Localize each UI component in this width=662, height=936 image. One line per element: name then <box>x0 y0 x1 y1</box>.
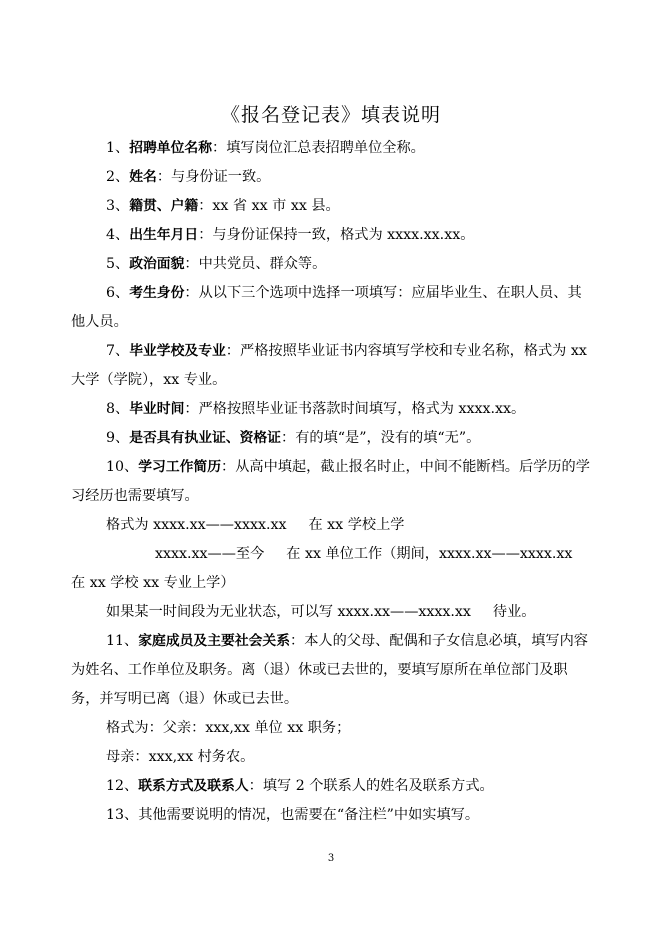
item-number: 4、 <box>106 227 130 243</box>
item-colon: ： <box>184 256 199 272</box>
resume-format-desc: 在 xx 学校上学 <box>308 517 405 533</box>
page-number: 3 <box>327 853 335 864</box>
item-label: 是否具有执业证、资格证 <box>129 430 281 446</box>
item-label: 学习工作简历 <box>138 459 222 475</box>
item-text: 中共党员、群众等。 <box>198 256 327 272</box>
item-2 <box>71 163 591 192</box>
item-13: 13、其他需要说明的情况，也需要在“备注栏”中如实填写。 <box>106 807 480 823</box>
resume-format-range: xxxx.xx——至今 <box>155 546 265 562</box>
item-text: 与身份证一致。 <box>171 169 271 185</box>
item-text: 从高中填起，截止报名时止，中间不能断档。后学历的学习经历也需要填写。 <box>71 459 590 504</box>
item-colon: ： <box>280 430 296 446</box>
item-10 <box>71 453 591 511</box>
item-3 <box>71 192 591 221</box>
item-4 <box>71 221 591 250</box>
item-11 <box>71 627 591 714</box>
item-label: 毕业时间 <box>129 401 185 417</box>
instructions-body <box>71 134 591 830</box>
item-label: 家庭成员及主要社会关系 <box>138 633 291 649</box>
item-colon: ： <box>248 778 263 794</box>
item-7 <box>71 337 591 395</box>
item-number: 10、 <box>106 459 139 475</box>
item-colon: ： <box>156 169 172 185</box>
item-label: 籍贯、户籍 <box>129 198 199 214</box>
item-label: 招聘单位名称 <box>129 140 212 156</box>
item-colon: ： <box>184 285 199 301</box>
item-number: 11、 <box>106 633 139 649</box>
item-number: 8、 <box>106 401 130 417</box>
resume-format-range: 格式为 xxxx.xx——xxxx.xx <box>106 517 287 533</box>
family-format-line-1: 格式为：父亲：xxx,xx 单位 xx 职务； <box>106 720 351 736</box>
item-colon: ： <box>198 198 213 214</box>
item-colon: ： <box>198 227 213 243</box>
item-text: 填写岗位汇总表招聘单位全称。 <box>226 140 425 156</box>
resume-format-line-2-cont: 在 xx 学校 xx 专业上学） <box>71 575 235 591</box>
item-text: 严格按照毕业证书内容填写学校和专业名称，格式为 xx 大学（学院），xx 专业。 <box>71 343 587 388</box>
item-label: 毕业学校及专业 <box>129 343 226 359</box>
item-number: 1、 <box>106 140 130 156</box>
resume-format-desc: 在 xx 单位工作（期间，xxxx.xx——xxxx.xx <box>286 546 573 562</box>
item-text: 有的填“是”，没有的填“无”。 <box>295 430 481 446</box>
item-label: 出生年月日 <box>129 227 199 243</box>
item-label: 政治面貌 <box>129 256 185 272</box>
item-colon: ： <box>184 401 199 417</box>
item-6 <box>71 279 591 337</box>
resume-format-desc: 待业。 <box>492 604 536 620</box>
item-number: 3、 <box>106 198 130 214</box>
item-label: 联系方式及联系人 <box>138 778 249 794</box>
item-5 <box>71 250 591 279</box>
resume-format-range: 如果某一时间段为无业状态，可以写 xxxx.xx——xxxx.xx <box>106 604 471 620</box>
item-text: xx 省 xx 市 xx 县。 <box>212 198 340 214</box>
item-label: 姓名 <box>129 169 157 185</box>
item-9 <box>71 424 591 453</box>
item-number: 5、 <box>106 256 130 272</box>
family-format-line-2: 母亲：xxx,xx 村务农。 <box>106 749 255 765</box>
resume-format-line-1 <box>71 511 591 540</box>
item-text: 本人的父母、配偶和子女信息必填，填写内容为姓名、工作单位及职务。离（退）休或已去世的，要填写原所在单位部门及职务，并写明已离（退）休或已去世。 <box>71 633 588 707</box>
item-colon: ： <box>212 140 227 156</box>
item-8 <box>71 395 591 424</box>
item-colon: ： <box>290 633 305 649</box>
item-number: 9、 <box>106 430 130 446</box>
item-colon: ： <box>225 343 240 359</box>
page-title: 《报名登记表》填表说明 <box>220 104 441 126</box>
item-number: 7、 <box>106 343 130 359</box>
item-text: 填写 2 个联系人的姓名及联系方式。 <box>262 778 494 794</box>
item-colon: ： <box>221 459 236 475</box>
item-number: 12、 <box>106 778 139 794</box>
item-text: 从以下三个选项中选择一项填写：应届毕业生、在职人员、其他人员。 <box>71 285 582 330</box>
item-12 <box>71 772 591 801</box>
item-1 <box>71 134 591 163</box>
item-text: 与身份证保持一致，格式为 xxxx.xx.xx。 <box>212 227 475 243</box>
item-text: 严格按照毕业证书落款时间填写，格式为 xxxx.xx。 <box>198 401 526 417</box>
item-number: 2、 <box>106 169 130 185</box>
resume-format-line-2 <box>71 540 591 569</box>
item-label: 考生身份 <box>129 285 185 301</box>
item-number: 6、 <box>106 285 130 301</box>
resume-format-line-3 <box>71 598 591 627</box>
